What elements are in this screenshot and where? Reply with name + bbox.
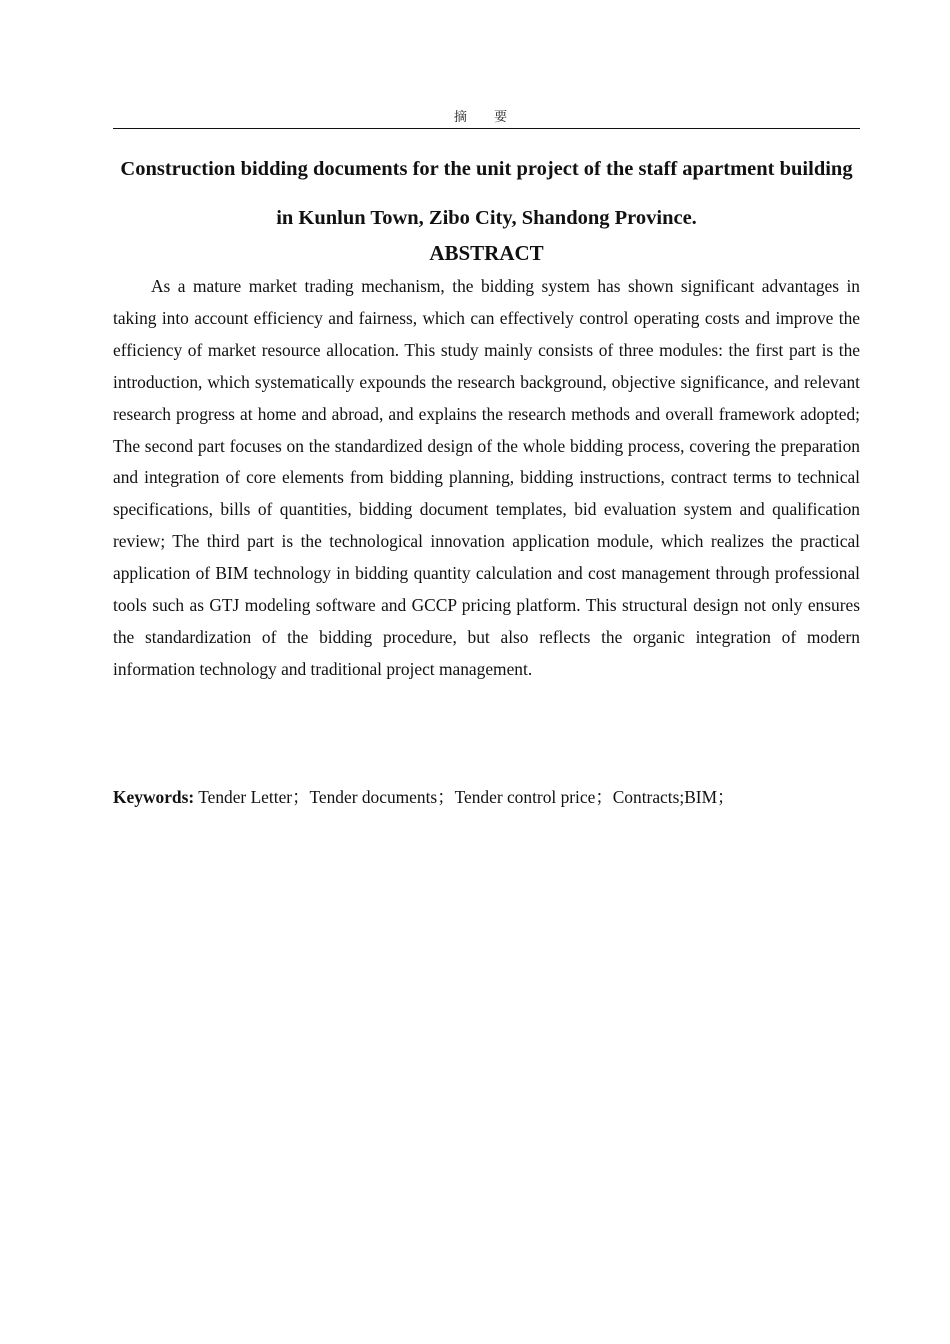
header-rule bbox=[113, 128, 860, 129]
running-header: 摘 要 bbox=[453, 109, 520, 124]
keywords-list: Tender Letter；Tender documents；Tender control price；Contracts;BIM； bbox=[194, 787, 735, 807]
abstract-body: As a mature market trading mechanism, the bidding system has shown significant advantages in taking into account efficiency and fairness, which can effectively control operating costs and improve the efficiency of market resource allocation. This study mainly consists of three modules: the first part is the introduction, which systematically expounds the research background, objective significance, and relevant research progress at home and abroad, and explains the research methods and overall framework adopted; The second part focuses on the standardized design of the whole bidding process, covering the preparation and integration of core elements from bidding planning, bidding instructions, contract terms to technical specifications, bills of quantities, bidding document templates, bid evaluation system and qualification review; The third part is the technological innovation application module, which realizes the practical application of BIM technology in bidding quantity calculation and cost management through professional tools such as GTJ modeling software and GCCP pricing platform. This structural design not only ensures the standardization of the bidding procedure, but also reflects the organic integration of modern information technology and traditional project management. bbox=[113, 276, 860, 679]
keywords-label: Keywords: bbox=[113, 787, 195, 807]
keywords-line bbox=[113, 783, 860, 811]
abstract-heading: ABSTRACT bbox=[429, 241, 544, 265]
document-title: Construction bidding documents for the unit project of the staff apartment building in Kunlun Town, Zibo City, Shandong Province. bbox=[120, 158, 853, 229]
